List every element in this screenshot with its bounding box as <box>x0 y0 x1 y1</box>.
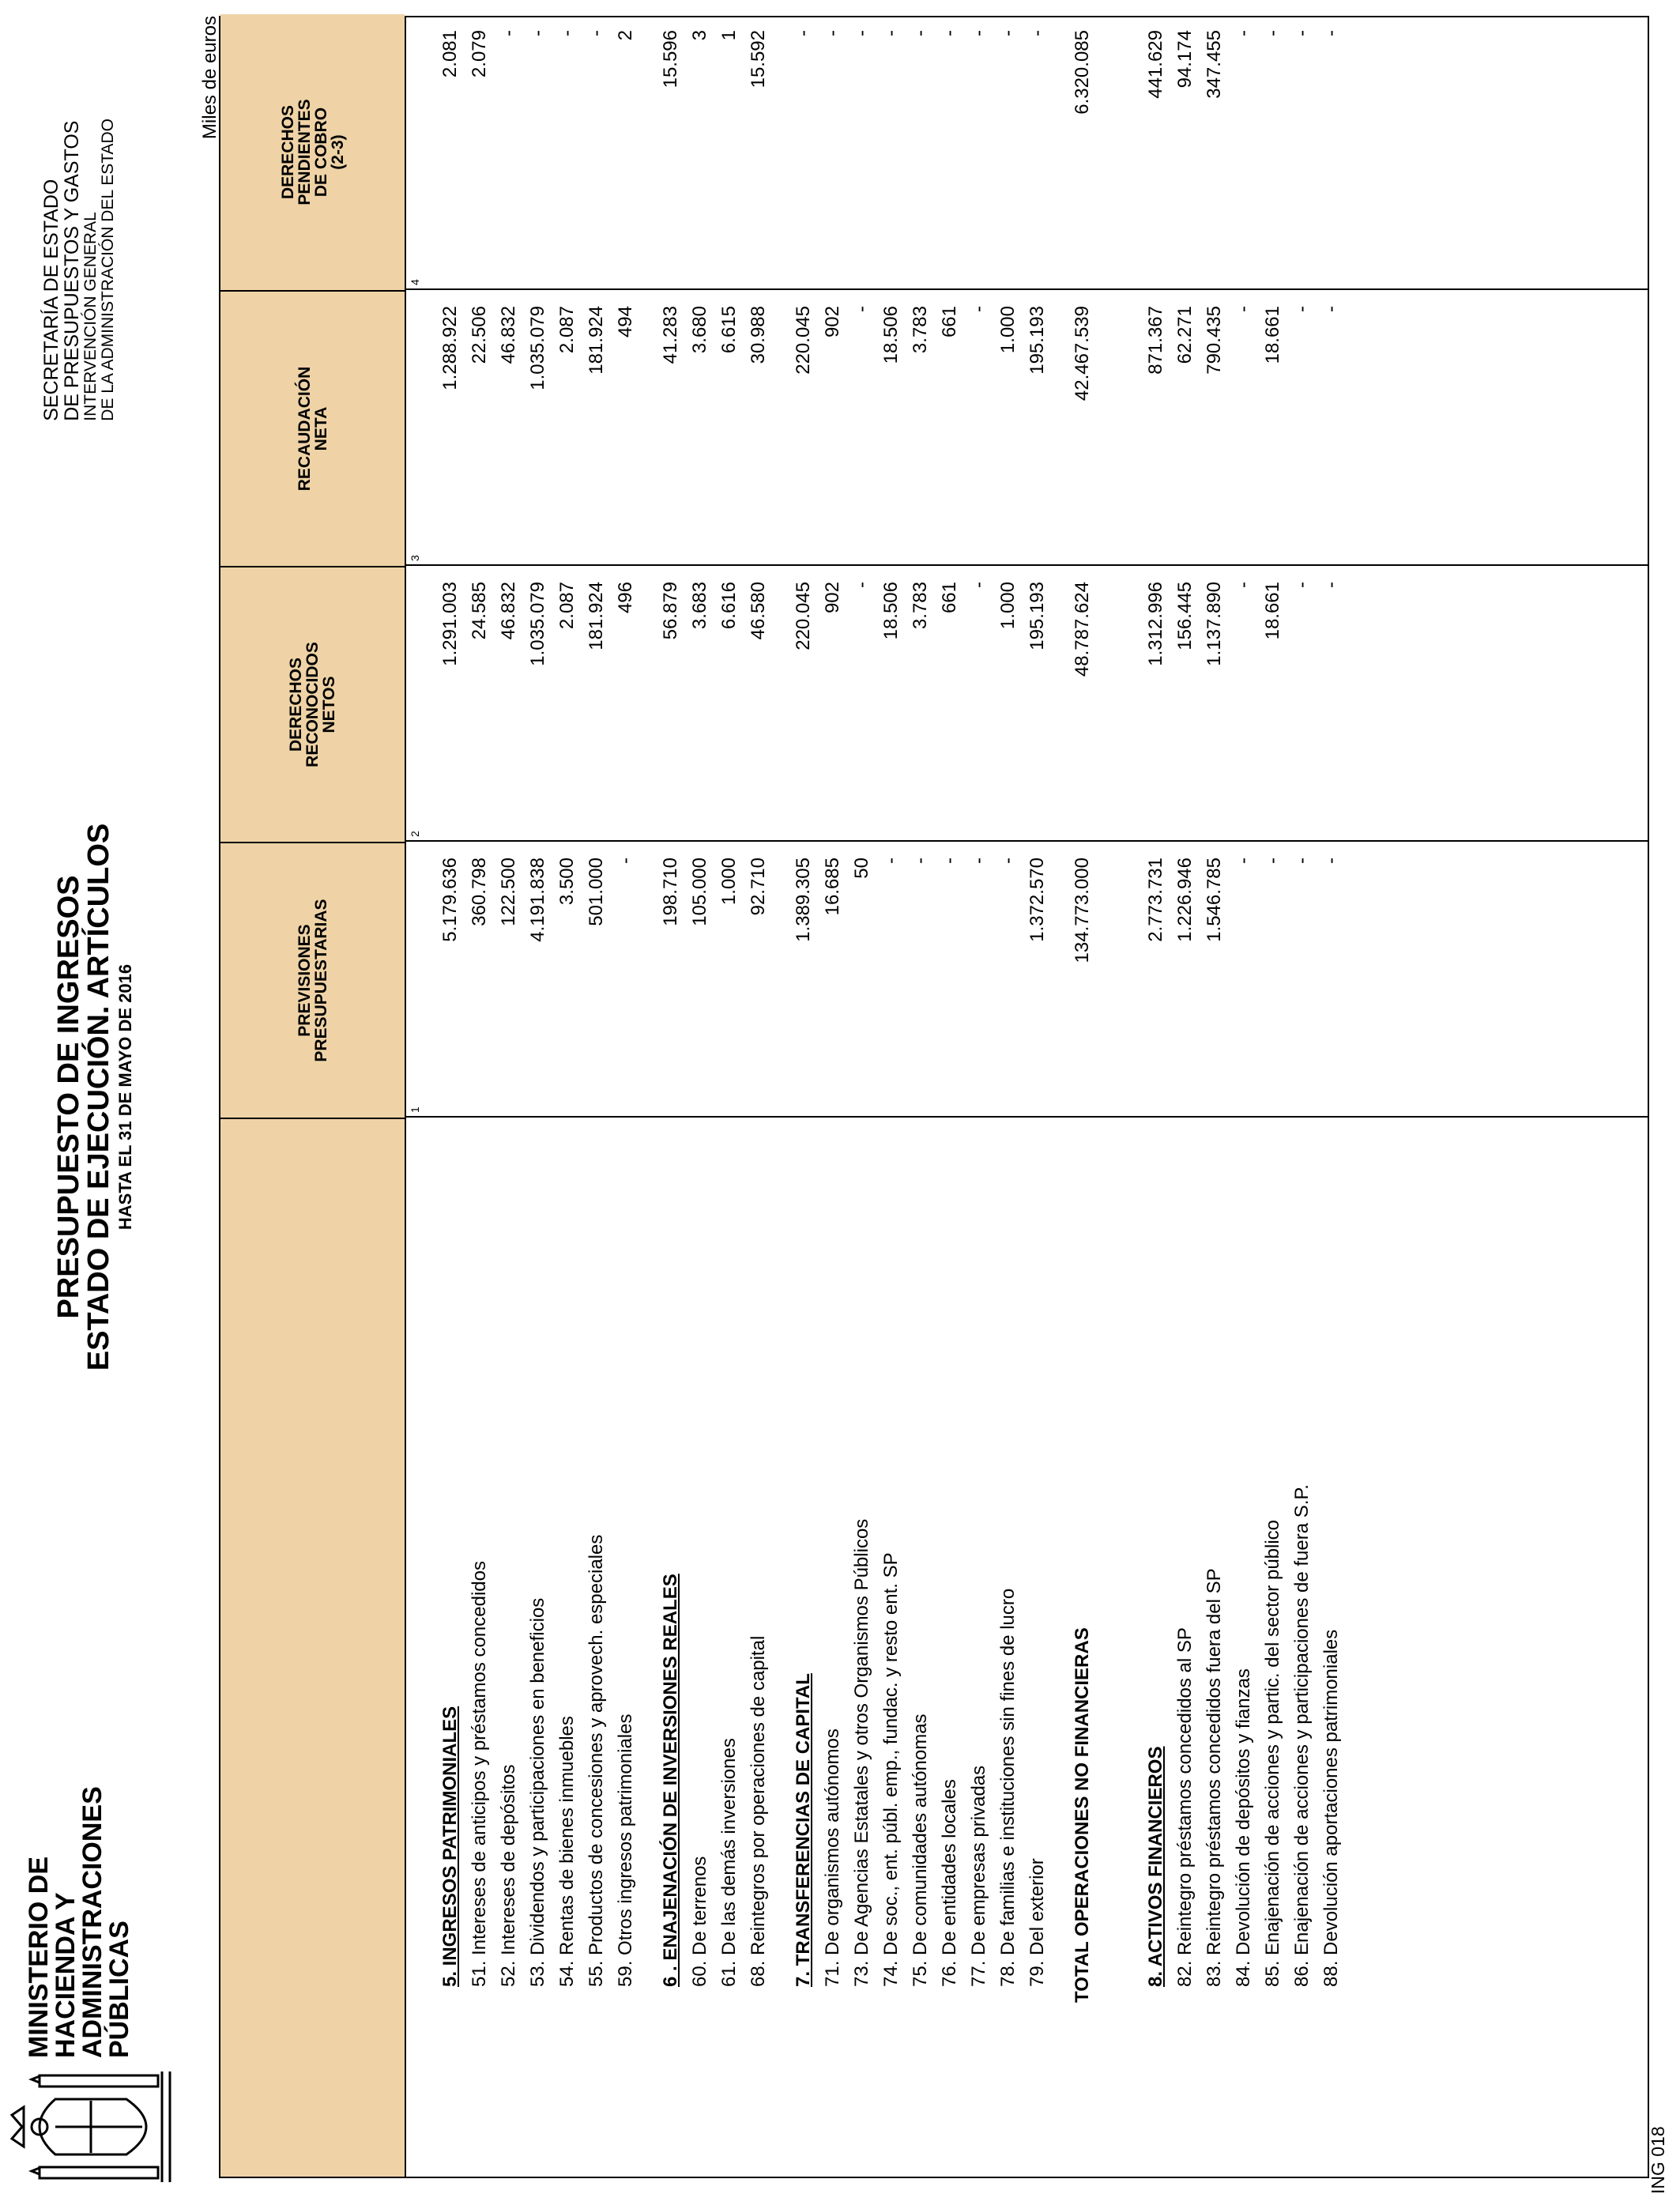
secretaria-line: DE PRESUPUESTOS Y GASTOS <box>61 120 83 421</box>
cell-value: 94.174 <box>1174 30 1196 89</box>
cell-value: 42.467.539 <box>1072 306 1093 401</box>
cell-value: 15.596 <box>660 30 681 89</box>
table-row <box>1258 17 1287 2177</box>
cell-value: - <box>615 858 636 864</box>
row-label: 71. De organismos autónomos <box>822 1728 843 1987</box>
cell-value: 198.710 <box>660 858 681 926</box>
row-label: TOTAL OPERACIONES NO FINANCIERAS <box>1072 1627 1093 2003</box>
cell-value: - <box>793 30 814 36</box>
column-rule <box>405 1116 1648 1118</box>
row-label: 86. Enajenación de acciones y participaciones de fuera S.P. <box>1291 1484 1313 1987</box>
cell-value: - <box>1291 858 1313 864</box>
cell-value: - <box>1320 582 1342 588</box>
cell-value: 441.629 <box>1145 30 1166 99</box>
section-header-row <box>656 17 685 2177</box>
cell-value: 1.389.305 <box>793 858 814 942</box>
cell-value: 105.000 <box>689 858 710 926</box>
cell-value: 902 <box>822 582 843 614</box>
cell-value: 1.372.570 <box>1026 858 1048 942</box>
cell-value: 1.291.003 <box>439 582 461 666</box>
row-label: 7. TRANSFERENCIAS DE CAPITAL <box>793 1673 814 1987</box>
table-row <box>1317 17 1346 2177</box>
row-label: 74. De soc., ent. públ. emp., fundac. y resto ent. SP <box>880 1552 902 1987</box>
table-row <box>552 17 582 2177</box>
ministry-line: ADMINISTRACIONES <box>77 1786 107 2058</box>
cell-value: 4.191.838 <box>527 858 548 942</box>
cell-value: - <box>1233 30 1254 36</box>
page-subtitle: ESTADO DE EJECUCIÓN. ARTÍCULOS <box>82 823 115 1371</box>
header-previsiones: PREVISIONES PRESUPUESTARIAS <box>220 842 405 1118</box>
cell-value: 24.585 <box>469 582 490 640</box>
cell-value: 3.500 <box>556 858 578 906</box>
cell-value: 6.615 <box>718 306 740 354</box>
section-header-row <box>435 17 465 2177</box>
cell-value: 3 <box>689 30 710 41</box>
row-label: 85. Enajenación de acciones y partic. del sector público <box>1262 1519 1283 1987</box>
cell-value: 18.661 <box>1262 582 1283 640</box>
cell-value: - <box>910 30 931 36</box>
intervencion-line: DE LA ADMINISTRACIÓN DEL ESTADO <box>99 119 117 421</box>
table-row <box>582 17 611 2177</box>
cell-value: 347.455 <box>1203 30 1225 99</box>
row-label: 84. Devolución de depósitos y fianzas <box>1233 1668 1254 1987</box>
cell-value: 181.924 <box>586 306 607 375</box>
cell-value: 1.035.079 <box>527 582 548 666</box>
cell-value: 2.773.731 <box>1145 858 1166 942</box>
cell-value: 790.435 <box>1203 306 1225 375</box>
table-row <box>744 17 773 2177</box>
secretaria-line: SECRETARÍA DE ESTADO <box>40 179 62 421</box>
cell-value: 50 <box>851 858 872 879</box>
intervencion-line: INTERVENCIÓN GENERAL <box>81 212 100 421</box>
cell-value: - <box>1291 582 1313 588</box>
cell-value: - <box>968 306 989 312</box>
cell-value: 360.798 <box>469 858 490 926</box>
cell-value: 195.193 <box>1026 582 1048 650</box>
cell-value: 1.000 <box>997 306 1019 354</box>
page-title: PRESUPUESTO DE INGRESOS <box>52 875 85 1319</box>
table-row <box>1023 17 1052 2177</box>
cell-value: 1.000 <box>718 858 740 906</box>
column-number: 4 <box>409 279 421 285</box>
cell-value: - <box>910 858 931 864</box>
table-row <box>906 17 935 2177</box>
table-row <box>1229 17 1258 2177</box>
row-label: 54. Rentas de bienes inmuebles <box>556 1716 578 1987</box>
cell-value: 6.320.085 <box>1072 30 1093 115</box>
row-label: 51. Intereses de anticipos y préstamos concedidos <box>469 1561 490 1987</box>
row-label: 68. Reintegros por operaciones de capital <box>748 1635 769 1987</box>
cell-value: 1.312.996 <box>1145 582 1166 666</box>
table-row <box>993 17 1023 2177</box>
cell-value: 56.879 <box>660 582 681 640</box>
cell-value: 1.000 <box>997 582 1019 630</box>
row-label: 79. Del exterior <box>1026 1858 1048 1987</box>
cell-value: - <box>1291 30 1313 36</box>
header-recaudacion: RECAUDACIÓN NETA <box>220 290 405 566</box>
cell-value: - <box>851 30 872 36</box>
table-row <box>847 17 876 2177</box>
row-label: 73. De Agencias Estatales y otros Organismos Públicos <box>851 1518 872 1987</box>
table-row <box>1200 17 1229 2177</box>
cell-value: - <box>1320 858 1342 864</box>
cell-value: 2.087 <box>556 306 578 354</box>
cell-value: 181.924 <box>586 582 607 650</box>
cell-value: - <box>1233 858 1254 864</box>
cell-value: 5.179.636 <box>439 858 461 942</box>
cell-value: 1.035.079 <box>527 306 548 390</box>
cell-value: 18.661 <box>1262 306 1283 364</box>
cell-value: - <box>1262 858 1283 864</box>
section-header-row <box>1141 17 1170 2177</box>
cell-value: 496 <box>615 582 636 614</box>
cell-value: - <box>968 30 989 36</box>
column-number: 1 <box>409 1106 421 1113</box>
table-row <box>685 17 714 2177</box>
table-row <box>523 17 552 2177</box>
cell-value: - <box>1233 306 1254 312</box>
row-label: 8. ACTIVOS FINANCIEROS <box>1145 1746 1166 1987</box>
ministry-line: HACIENDA Y <box>51 1892 81 2058</box>
row-label: 5. INGRESOS PATRIMONIALES <box>439 1706 461 1987</box>
cell-value: 220.045 <box>793 582 814 650</box>
cell-value: - <box>1233 582 1254 588</box>
row-label: 60. De terrenos <box>689 1856 710 1987</box>
table-row <box>1287 17 1317 2177</box>
cell-value: 15.592 <box>748 30 769 89</box>
row-label: 76. De entidades locales <box>939 1779 960 1987</box>
table-row <box>818 17 847 2177</box>
cell-value: 902 <box>822 306 843 338</box>
cell-value: - <box>851 582 872 588</box>
cell-value: - <box>997 30 1019 36</box>
table-row <box>1170 17 1200 2177</box>
table-row <box>935 17 964 2177</box>
cell-value: 1.546.785 <box>1203 858 1225 942</box>
header-rule <box>405 17 406 2177</box>
cell-value: 1 <box>718 30 740 41</box>
cell-value: 2.081 <box>439 30 461 78</box>
ministry-line: PÚBLICAS <box>104 1921 134 2058</box>
column-rule <box>405 840 1648 842</box>
row-label: 88. Devolución aportaciones patrimoniales <box>1320 1629 1342 1987</box>
row-label: 61. De las demás inversiones <box>718 1738 740 1987</box>
row-label: 52. Intereses de depósitos <box>498 1764 519 1987</box>
cell-value: - <box>968 582 989 588</box>
cell-value: 16.685 <box>822 858 843 916</box>
cell-value: 46.832 <box>498 306 519 364</box>
row-label: 82. Reintegro préstamos concedidos al SP <box>1174 1627 1196 1987</box>
ministry-line: MINISTERIO DE <box>24 1856 54 2058</box>
cell-value: - <box>556 30 578 36</box>
row-label: 53. Dividendos y participaciones en beneficios <box>527 1597 548 1987</box>
cell-value: 122.500 <box>498 858 519 926</box>
row-label: 55. Productos de concesiones y aprovech. especiales <box>586 1534 607 1987</box>
cell-value: - <box>586 30 607 36</box>
column-number: 3 <box>409 555 421 561</box>
cell-value: 3.680 <box>689 306 710 354</box>
section-header-row <box>789 17 818 2177</box>
header-derechos-reconocidos: DERECHOS RECONOCIDOS NETOS <box>220 566 405 842</box>
cell-value: 46.580 <box>748 582 769 640</box>
cell-value: 46.832 <box>498 582 519 640</box>
cell-value: 220.045 <box>793 306 814 375</box>
row-label: 6 . ENAJENACIÓN DE INVERSIONES REALES <box>660 1574 681 1987</box>
cell-value: - <box>1320 30 1342 36</box>
cell-value: 2 <box>615 30 636 41</box>
column-number: 2 <box>409 831 421 837</box>
cell-value: - <box>1320 306 1342 312</box>
cell-value: 195.193 <box>1026 306 1048 375</box>
row-label: 59. Otros ingresos patrimoniales <box>615 1713 636 1987</box>
cell-value: - <box>1291 306 1313 312</box>
cell-value: 2.087 <box>556 582 578 630</box>
header-derechos-pendientes: DERECHOS PENDIENTES DE COBRO (2-3) <box>220 14 405 290</box>
table-row <box>714 17 744 2177</box>
cell-value: 661 <box>939 306 960 338</box>
units-label: Miles de euros <box>199 16 220 140</box>
cell-value: 871.367 <box>1145 306 1166 375</box>
cell-value: 48.787.624 <box>1072 582 1093 677</box>
budget-table <box>219 16 1649 2178</box>
table-row <box>611 17 640 2177</box>
cell-value: 501.000 <box>586 858 607 926</box>
cell-value: 3.783 <box>910 306 931 354</box>
column-rule <box>405 288 1648 290</box>
cell-value: 3.683 <box>689 582 710 630</box>
cell-value: 18.506 <box>880 306 902 364</box>
row-label: 83. Reintegro préstamos concedidos fuera del SP <box>1203 1568 1225 1987</box>
secretaria-block <box>41 119 117 421</box>
cell-value: 41.283 <box>660 306 681 364</box>
cell-value: - <box>968 858 989 864</box>
row-label: 77. De empresas privadas <box>968 1765 989 1987</box>
table-row <box>964 17 993 2177</box>
cell-value: 1.226.946 <box>1174 858 1196 942</box>
header-concept-cell <box>220 1118 405 2177</box>
cell-value: - <box>1262 30 1283 36</box>
row-label: 75. De comunidades autónomas <box>910 1713 931 1987</box>
cell-value: 156.445 <box>1174 582 1196 650</box>
column-rule <box>405 564 1648 566</box>
cell-value: 3.783 <box>910 582 931 630</box>
cell-value: - <box>880 858 902 864</box>
cell-value: 2.079 <box>469 30 490 78</box>
total-row <box>1068 17 1097 2177</box>
cell-value: - <box>822 30 843 36</box>
cell-value: 22.506 <box>469 306 490 364</box>
cell-value: - <box>498 30 519 36</box>
cell-value: 18.506 <box>880 582 902 640</box>
date-line: HASTA EL 31 DE MAYO DE 2016 <box>115 963 135 1231</box>
cell-value: - <box>939 30 960 36</box>
table-row <box>465 17 494 2177</box>
cell-value: 1.288.922 <box>439 306 461 390</box>
cell-value: 134.773.000 <box>1072 858 1093 963</box>
cell-value: 1.137.890 <box>1203 582 1225 666</box>
cell-value: 92.710 <box>748 858 769 916</box>
cell-value: - <box>939 858 960 864</box>
cell-value: - <box>997 858 1019 864</box>
table-row <box>876 17 906 2177</box>
cell-value: 30.988 <box>748 306 769 364</box>
cell-value: - <box>527 30 548 36</box>
cell-value: 6.616 <box>718 582 740 630</box>
cell-value: - <box>851 306 872 312</box>
cell-value: 661 <box>939 582 960 614</box>
row-label: 78. De familias e instituciones sin fines de lucro <box>997 1588 1019 1987</box>
cell-value: - <box>880 30 902 36</box>
table-row <box>494 17 523 2177</box>
document-code: ING 018 <box>1648 2126 1668 2194</box>
cell-value: - <box>1026 30 1048 36</box>
cell-value: 494 <box>615 306 636 338</box>
cell-value: 62.271 <box>1174 306 1196 364</box>
